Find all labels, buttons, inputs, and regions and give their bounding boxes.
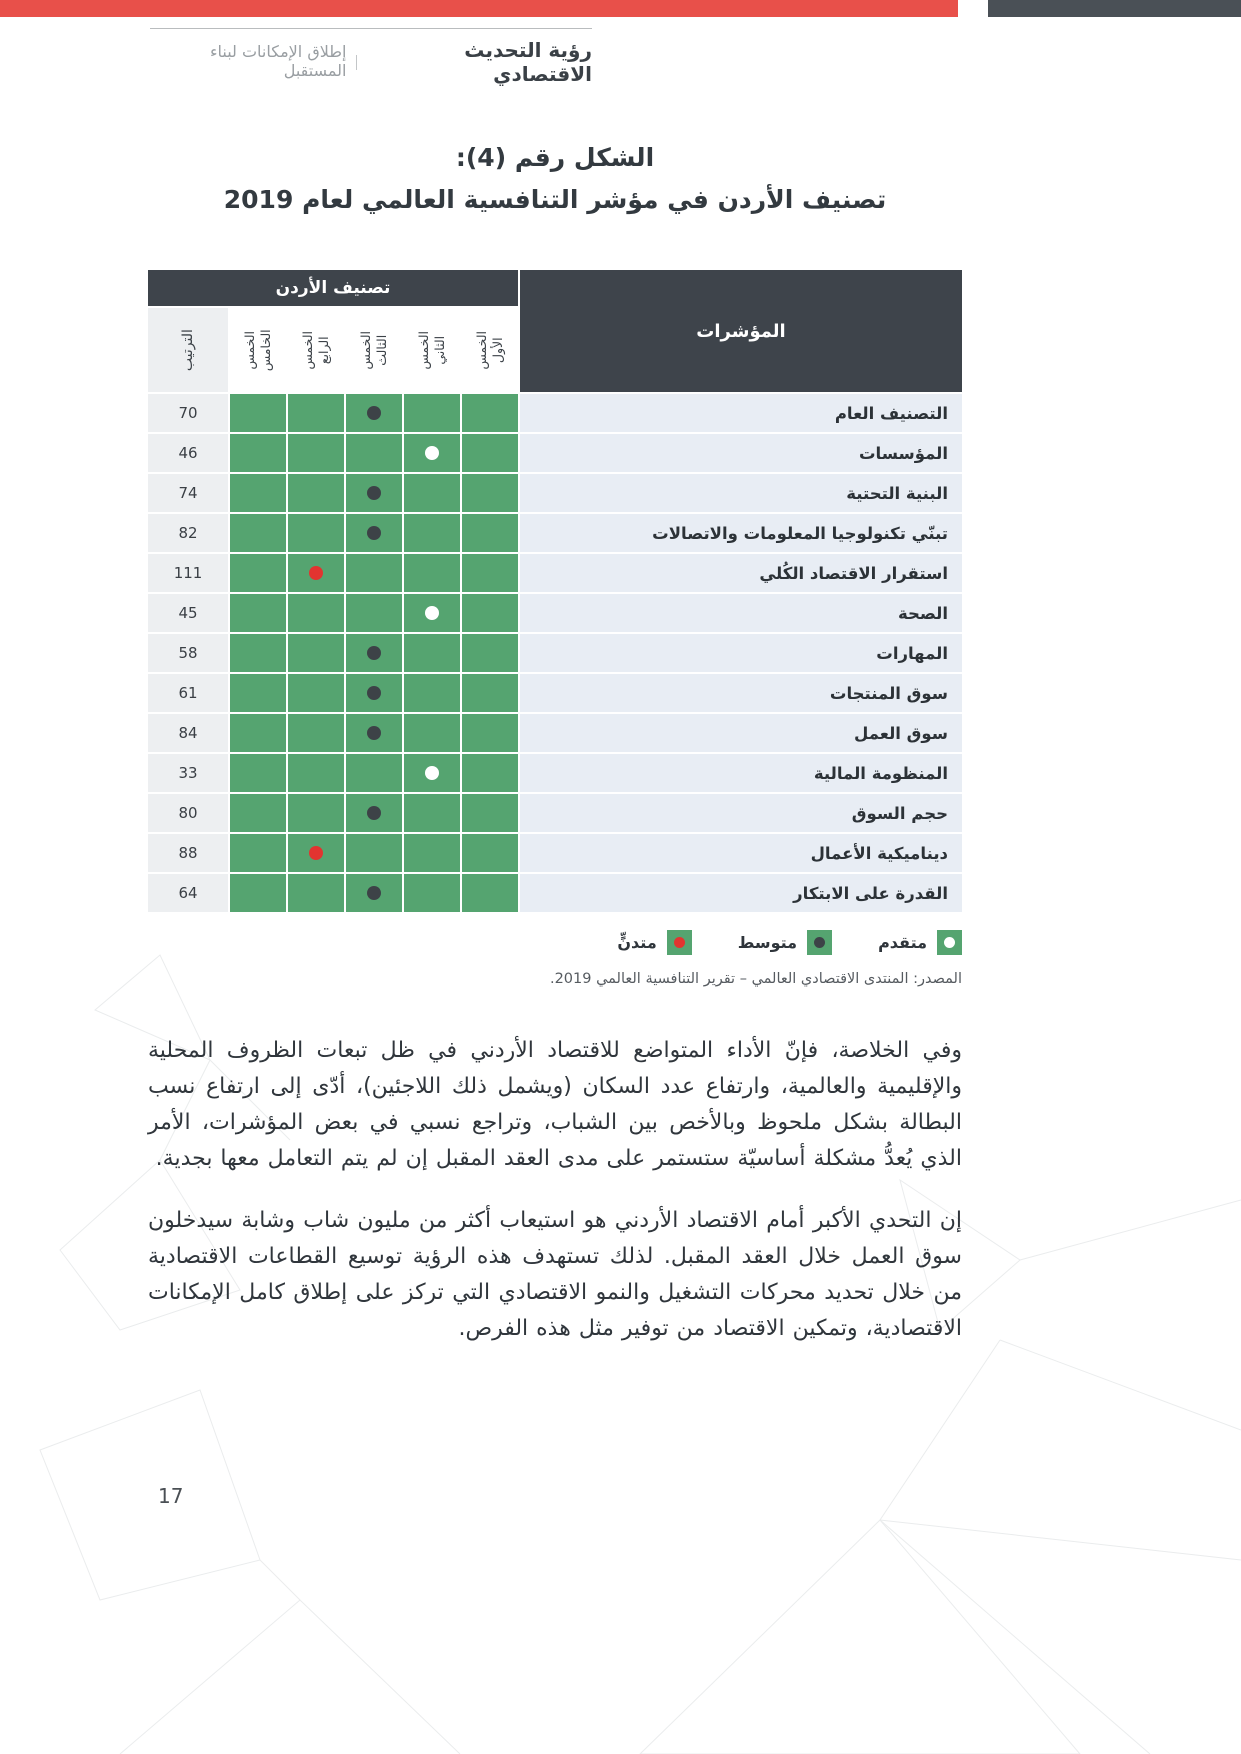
quintile-cell (462, 794, 518, 832)
rank-value: 74 (148, 474, 228, 512)
quintile-cell (462, 674, 518, 712)
competitiveness-table (148, 270, 962, 912)
indicator-cell: البنية التحتية (520, 474, 962, 512)
quintile-cell (404, 834, 460, 872)
legend-swatch (807, 930, 832, 955)
brand-title: رؤية التحديث الاقتصادي (464, 38, 592, 86)
quintile-column-label: الخمس الثاني (415, 330, 447, 370)
figure-caption: تصنيف الأردن في مؤشر التنافسية العالمي لعام 2019 (223, 185, 887, 214)
indicator-cell: التصنيف العام (520, 394, 962, 432)
quintile-cell (230, 594, 286, 632)
rank-column-header (148, 308, 228, 392)
page-header (150, 28, 592, 86)
quintile-cell (288, 554, 344, 592)
indicator-cell: المؤسسات (520, 434, 962, 472)
quintile-cell (346, 874, 402, 912)
quintile-cell (288, 794, 344, 832)
rank-value: 45 (148, 594, 228, 632)
quintile-cell (462, 754, 518, 792)
body-paragraph-1: وفي الخلاصة، فإنّ الأداء المتواضع للاقتصاد الأردني في ظل تبعات الظروف المحلية والإقليمية والعالمية، وارتفاع عدد السكان (ويشمل ذلك اللاجئين)، أدّى إلى ارتفاع نسب البطالة بشكل ملحوظ وبالأخص بين الشباب، وتراجع نسبي في بعض المؤشرات، الأمر الذي يُعدُّ مشكلة أساسيّة ستستمر على مدى العقد المقبل إن لم يتم التعامل معها بجدية. (148, 1038, 962, 1171)
rank-value: 82 (148, 514, 228, 552)
quintile-column-header (404, 308, 460, 392)
rating-dot-white (425, 766, 439, 780)
quintile-cell (288, 434, 344, 472)
quintile-cell (288, 674, 344, 712)
rank-value: 46 (148, 434, 228, 472)
quintile-cell (288, 714, 344, 752)
indicator-cell: المهارات (520, 634, 962, 672)
legend-label: متدنٍّ (617, 933, 657, 952)
quintile-cell (404, 594, 460, 632)
quintile-cell (230, 674, 286, 712)
quintile-cell (404, 474, 460, 512)
rating-dot-dark (367, 806, 381, 820)
indicators-column-header: المؤشرات (520, 270, 962, 392)
rank-value: 70 (148, 394, 228, 432)
legend-item (617, 930, 691, 955)
quintile-cell (404, 554, 460, 592)
quintile-cell (404, 634, 460, 672)
quintile-cell (288, 514, 344, 552)
quintile-cell (462, 874, 518, 912)
quintile-cell (404, 874, 460, 912)
quintile-cell (462, 394, 518, 432)
quintile-cell (230, 834, 286, 872)
rank-value: 33 (148, 754, 228, 792)
quintile-cell (230, 754, 286, 792)
quintile-column-header (288, 308, 344, 392)
rating-dot-dark (367, 526, 381, 540)
quintile-cell (462, 834, 518, 872)
rating-dot-white (425, 446, 439, 460)
rating-dot-dark (367, 646, 381, 660)
brand-divider (356, 55, 357, 70)
quintile-cell (230, 554, 286, 592)
legend-label: متقدم (878, 933, 927, 952)
rank-value: 61 (148, 674, 228, 712)
body-paragraph-2: إن التحدي الأكبر أمام الاقتصاد الأردني هو استيعاب أكثر من مليون شاب وشابة سيدخلون سوق العمل خلال العقد المقبل. لذلك تستهدف هذه الرؤية توسيع القطاعات الاقتصادية من خلال تحديد محركات التشغيل والنمو الاقتصادي التي تركز على إطلاق كامل الإمكانات الاقتصادية، وتمكين الاقتصاد من توفير مثل هذه الفرص. (148, 1208, 962, 1341)
indicator-cell: ديناميكية الأعمال (520, 834, 962, 872)
quintile-cell (404, 394, 460, 432)
top-accent-bar-red (0, 0, 958, 17)
indicator-cell: المنظومة المالية (520, 754, 962, 792)
source-note: المصدر: المنتدى الاقتصادي العالمي – تقرير التنافسية العالمي 2019. (549, 971, 962, 987)
indicator-cell: تبنّي تكنولوجيا المعلومات والاتصالات (520, 514, 962, 552)
rank-value: 88 (148, 834, 228, 872)
quintile-cell (404, 754, 460, 792)
quintile-cell (346, 514, 402, 552)
quintile-cell (462, 634, 518, 672)
rank-column-label: الترتيب (179, 329, 196, 371)
rating-dot-dark (367, 486, 381, 500)
legend-item (878, 930, 962, 955)
rating-dot-dark (367, 726, 381, 740)
quintile-cell (346, 714, 402, 752)
indicator-cell: القدرة على الابتكار (520, 874, 962, 912)
quintile-cell (288, 394, 344, 432)
top-accent-bar-dark (988, 0, 1241, 17)
quintile-cell (288, 594, 344, 632)
quintile-cell (404, 794, 460, 832)
quintile-cell (230, 474, 286, 512)
legend-swatch (667, 930, 692, 955)
quintile-cell (462, 594, 518, 632)
rank-value: 111 (148, 554, 228, 592)
rating-dot-dark (367, 406, 381, 420)
indicator-cell: استقرار الاقتصاد الكُلي (520, 554, 962, 592)
rank-value: 80 (148, 794, 228, 832)
table-legend (148, 930, 962, 955)
rating-dot-dark (367, 686, 381, 700)
quintile-cell (462, 434, 518, 472)
legend-dot-red (674, 937, 685, 948)
page-number: 17 (158, 1484, 184, 1508)
quintile-cell (404, 434, 460, 472)
rank-value: 58 (148, 634, 228, 672)
quintile-cell (404, 714, 460, 752)
brand-tagline: إطلاق الإمكانات لبناء المستقبل (209, 42, 347, 80)
quintile-cell (230, 874, 286, 912)
quintile-column-label: الخمس الخامس (241, 329, 273, 371)
quintile-cell (346, 554, 402, 592)
quintile-cell (346, 834, 402, 872)
figure-number: الشكل رقم (4): (455, 143, 655, 172)
quintile-cell (404, 514, 460, 552)
rating-dot-red (309, 566, 323, 580)
quintile-cell (346, 634, 402, 672)
quintile-cell (230, 514, 286, 552)
indicator-cell: سوق العمل (520, 714, 962, 752)
quintile-cell (230, 714, 286, 752)
rating-dot-dark (367, 886, 381, 900)
quintile-cell (462, 474, 518, 512)
quintile-cell (462, 514, 518, 552)
quintile-cell (346, 674, 402, 712)
quintile-cell (346, 754, 402, 792)
quintile-column-label: الخمس الثالث (357, 330, 389, 370)
body-text (148, 1033, 962, 1347)
quintile-cell (230, 394, 286, 432)
quintile-column-header (462, 308, 518, 392)
quintile-cell (346, 434, 402, 472)
quintile-cell (346, 794, 402, 832)
quintile-cell (230, 794, 286, 832)
quintile-cell (346, 394, 402, 432)
jordan-rank-group-header: تصنيف الأردن (148, 270, 518, 306)
quintile-cell (288, 874, 344, 912)
quintile-column-label: الخمس الأول (473, 330, 505, 370)
quintile-cell (230, 434, 286, 472)
quintile-cell (346, 474, 402, 512)
indicator-cell: حجم السوق (520, 794, 962, 832)
legend-item (738, 930, 832, 955)
legend-dot-dark (814, 937, 825, 948)
figure-title (148, 142, 962, 216)
quintile-column-label: الخمس الرابع (299, 330, 331, 370)
legend-dot-white (944, 937, 955, 948)
quintile-cell (462, 554, 518, 592)
quintile-cell (230, 634, 286, 672)
quintile-cell (288, 634, 344, 672)
legend-label: متوسط (737, 933, 798, 952)
quintile-cell (462, 714, 518, 752)
quintile-cell (288, 474, 344, 512)
rank-value: 84 (148, 714, 228, 752)
rank-value: 64 (148, 874, 228, 912)
quintile-column-header (230, 308, 286, 392)
quintile-cell (404, 674, 460, 712)
quintile-cell (288, 834, 344, 872)
quintile-cell (288, 754, 344, 792)
indicator-cell: سوق المنتجات (520, 674, 962, 712)
content-column (148, 142, 962, 1347)
indicator-cell: الصحة (520, 594, 962, 632)
rating-dot-red (309, 846, 323, 860)
legend-swatch (937, 930, 962, 955)
rating-dot-white (425, 606, 439, 620)
quintile-cell (346, 594, 402, 632)
quintile-column-header (346, 308, 402, 392)
